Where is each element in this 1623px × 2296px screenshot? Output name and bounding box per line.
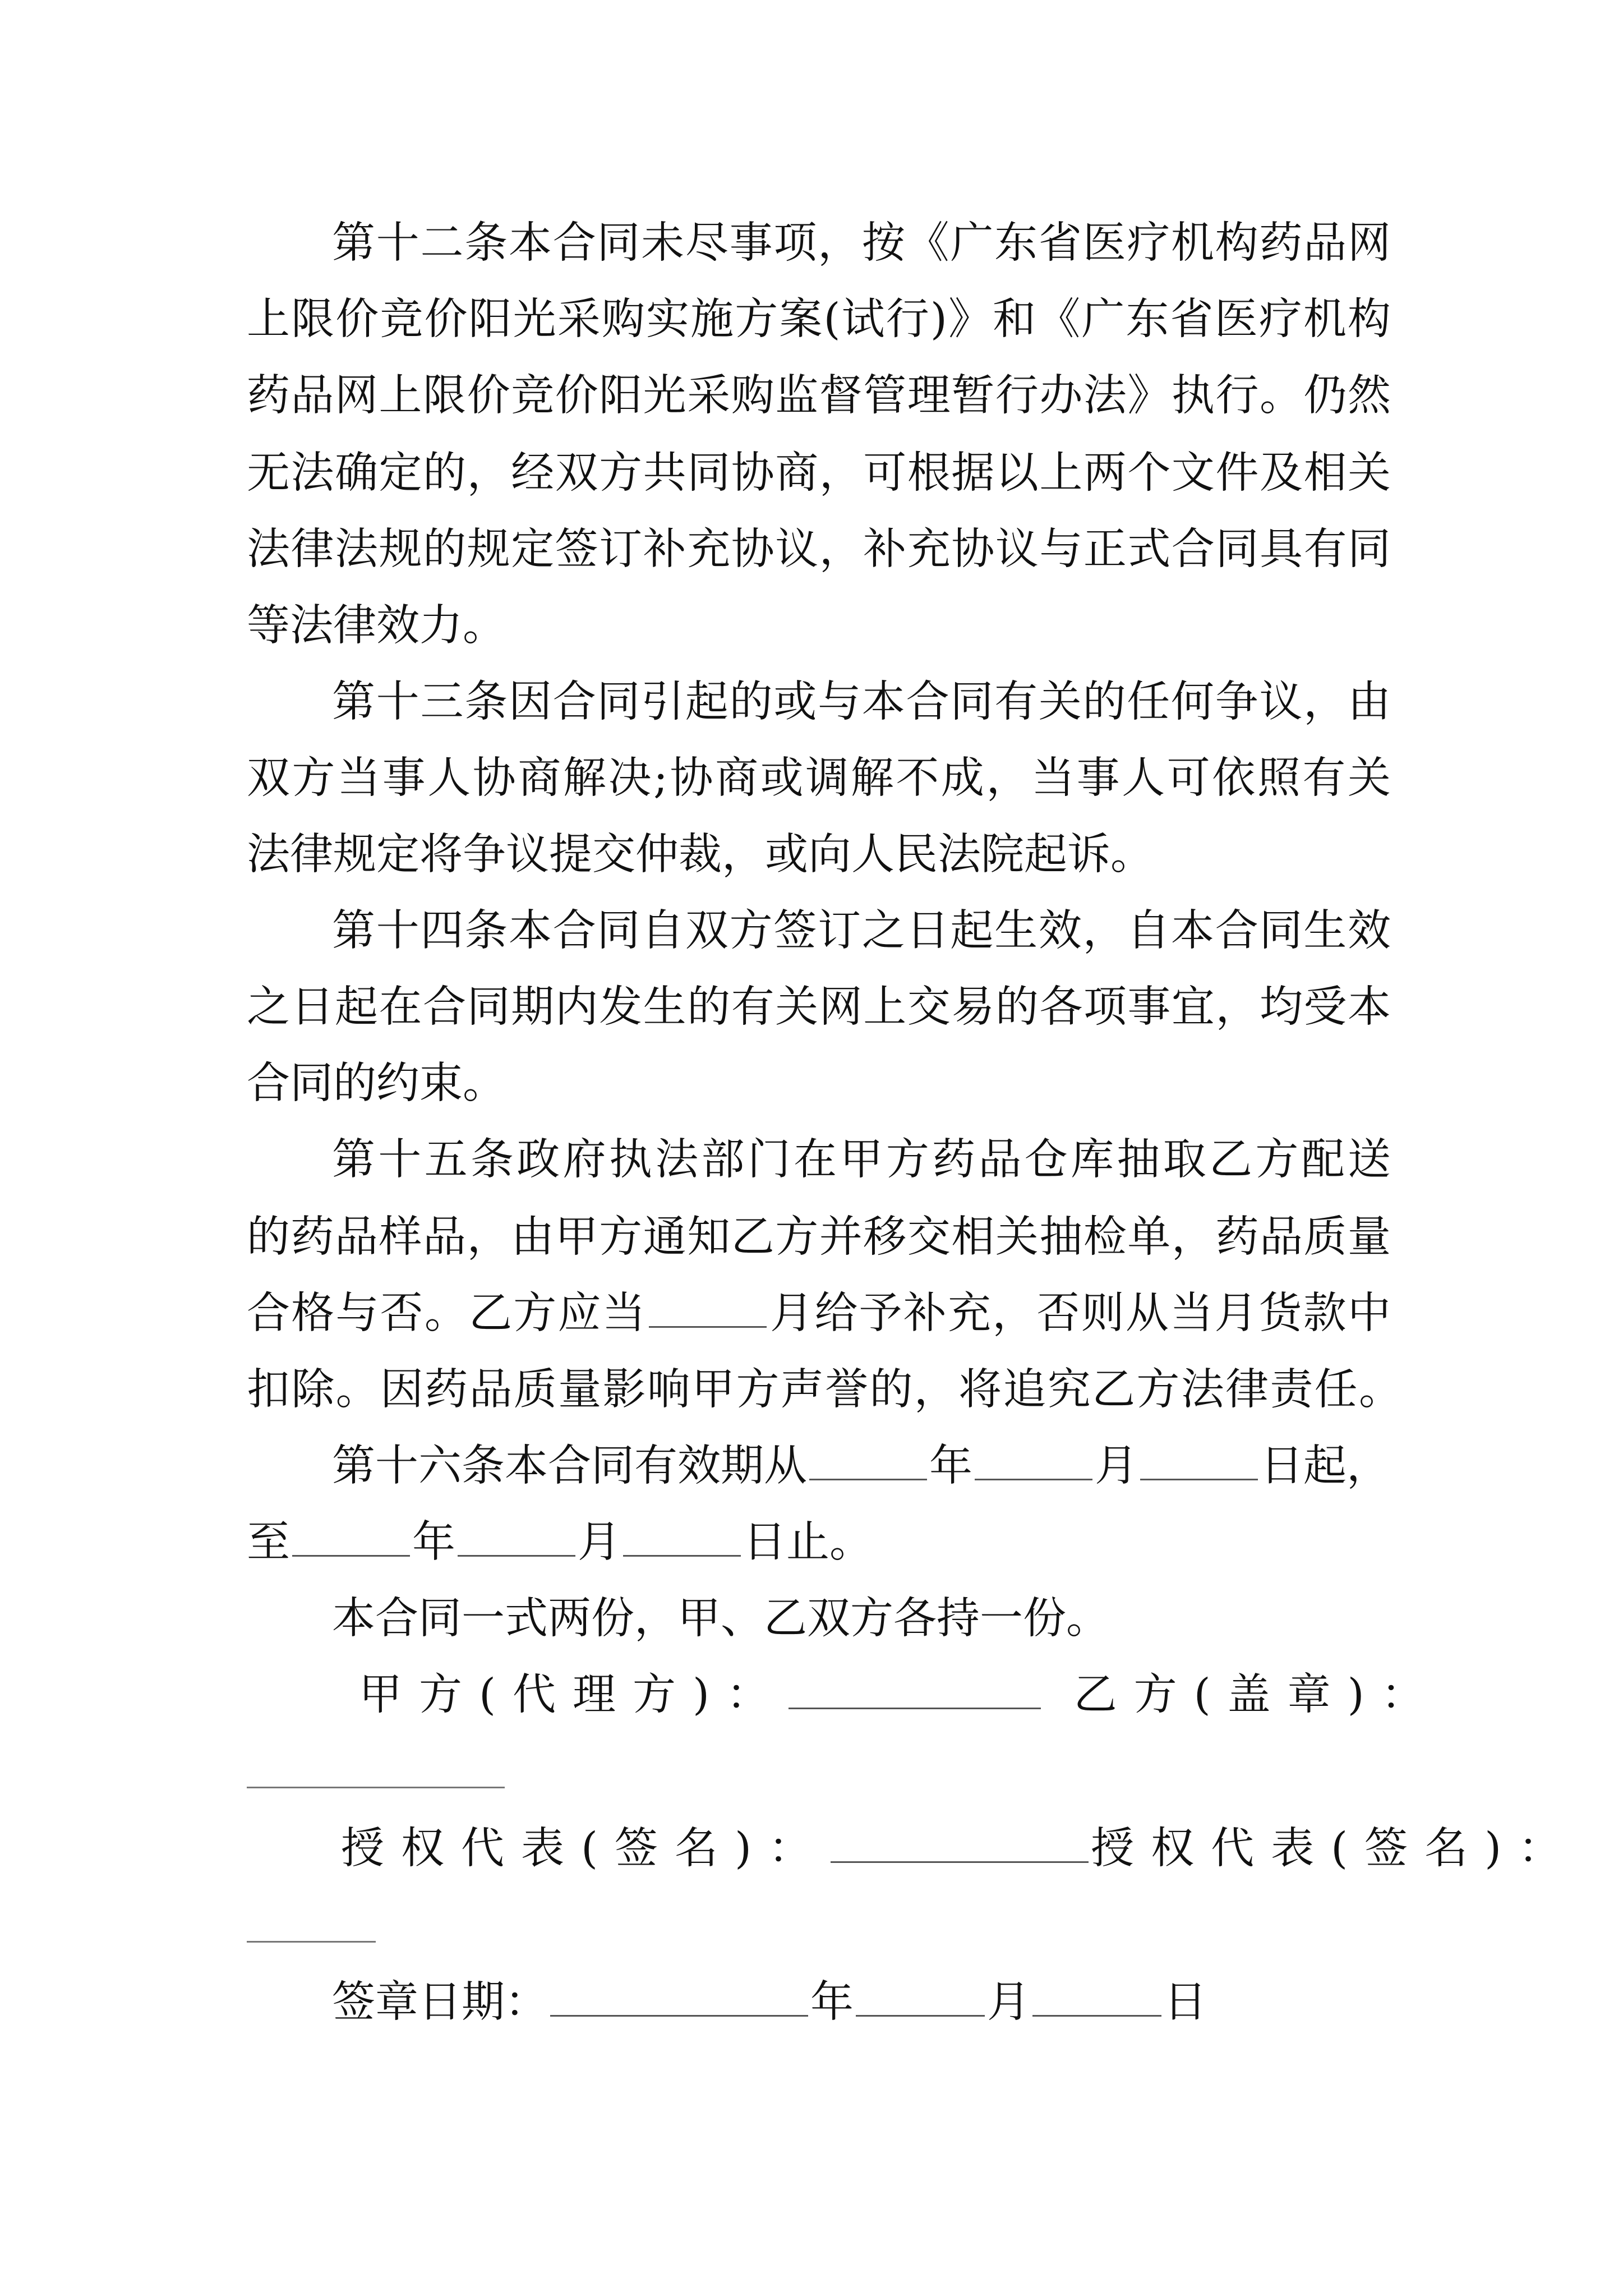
year-label: 年 — [929, 1441, 972, 1491]
date-day-blank[interactable] — [1032, 1976, 1161, 2017]
article-12-line-2: 上限价竞价阳光采购实施方案(试行)》和《广东省医疗机构 — [247, 295, 1391, 344]
month-label: 月 — [1095, 1441, 1138, 1491]
day-from-label: 日起， — [1260, 1441, 1390, 1491]
month-label: 月 — [578, 1517, 621, 1567]
rep-a-blank[interactable] — [831, 1822, 1089, 1863]
article-16-text: 第十六条本合同有效期从 — [332, 1441, 807, 1491]
article-12-line-5: 法律法规的规定签订补充协议，补充协议与正式合同具有同 — [247, 524, 1391, 574]
article-14-line-2: 之日起在合同期内发生的有关网上交易的各项事宜，均受本 — [247, 982, 1391, 1032]
article-14-line-3: 合同的约束。 — [247, 1059, 506, 1108]
start-day-blank[interactable] — [1140, 1439, 1258, 1480]
start-month-blank[interactable] — [975, 1439, 1092, 1480]
article-12-line-6: 等法律效力。 — [247, 601, 506, 651]
rep-b-label: 授权代表(签名)： — [1091, 1824, 1579, 1874]
rep-a-label: 授权代表(签名)： — [341, 1824, 829, 1874]
article-15-line-2: 的药品样品，由甲方通知乙方并移交相关抽检单，药品质量 — [247, 1212, 1391, 1262]
article-15-line-3-start: 合格与否。乙方应当 — [247, 1289, 647, 1338]
date-label: 签章日期： — [332, 1977, 548, 2027]
party-line — [359, 1667, 1441, 1723]
article-13-line-1: 第十三条因合同引起的或与本合同有关的任何争议，由 — [332, 677, 1391, 727]
day-to-label: 日止。 — [743, 1517, 873, 1567]
party-b-blank-line[interactable] — [247, 1787, 505, 1788]
end-day-blank[interactable] — [623, 1516, 741, 1557]
article-15-line-3-end: 月给予补充，否则从当月货款中 — [768, 1289, 1391, 1338]
article-16-line-2 — [247, 1515, 1391, 1571]
months-blank[interactable] — [649, 1287, 767, 1328]
copies-clause: 本合同一式两份，甲、乙双方各持一份。 — [332, 1594, 1109, 1644]
start-year-blank[interactable] — [809, 1439, 927, 1480]
article-13-line-2: 双方当事人协商解决;协商或调解不成，当事人可依照有关 — [247, 753, 1391, 803]
month-label: 月 — [987, 1977, 1030, 2027]
date-year-blank[interactable] — [550, 1976, 808, 2017]
day-label: 日 — [1164, 1977, 1207, 2027]
article-14-line-1: 第十四条本合同自双方签订之日起生效，自本合同生效 — [332, 906, 1391, 956]
party-b-label: 乙方(盖章)： — [1073, 1670, 1441, 1720]
article-15-line-3 — [247, 1286, 1391, 1342]
year-label: 年 — [810, 1977, 854, 2027]
party-a-label: 甲方(代理方)： — [359, 1670, 787, 1720]
article-12-line-1: 第十二条本合同未尽事项，按《广东省医疗机构药品网 — [332, 218, 1391, 268]
article-16-line-1 — [332, 1438, 1391, 1494]
article-12-line-3: 药品网上限价竞价阳光采购监督管理暂行办法》执行。仍然 — [247, 371, 1391, 421]
date-line — [332, 1975, 1341, 2031]
date-month-blank[interactable] — [856, 1976, 985, 2017]
rep-line — [341, 1821, 1579, 1877]
rep-b-blank-line[interactable] — [247, 1941, 376, 1943]
end-month-blank[interactable] — [458, 1516, 575, 1557]
article-15-line-1: 第十五条政府执法部门在甲方药品仓库抽取乙方配送 — [332, 1135, 1391, 1185]
year-label: 年 — [412, 1517, 455, 1567]
party-a-blank[interactable] — [789, 1668, 1041, 1709]
end-year-blank[interactable] — [292, 1516, 410, 1557]
to-label: 至 — [247, 1517, 290, 1567]
article-15-line-4: 扣除。因药品质量影响甲方声誉的，将追究乙方法律责任。 — [247, 1365, 1402, 1415]
article-12-line-4: 无法确定的，经双方共同协商，可根据以上两个文件及相关 — [247, 448, 1391, 498]
article-13-line-3: 法律规定将争议提交仲裁，或向人民法院起诉。 — [247, 830, 1154, 880]
